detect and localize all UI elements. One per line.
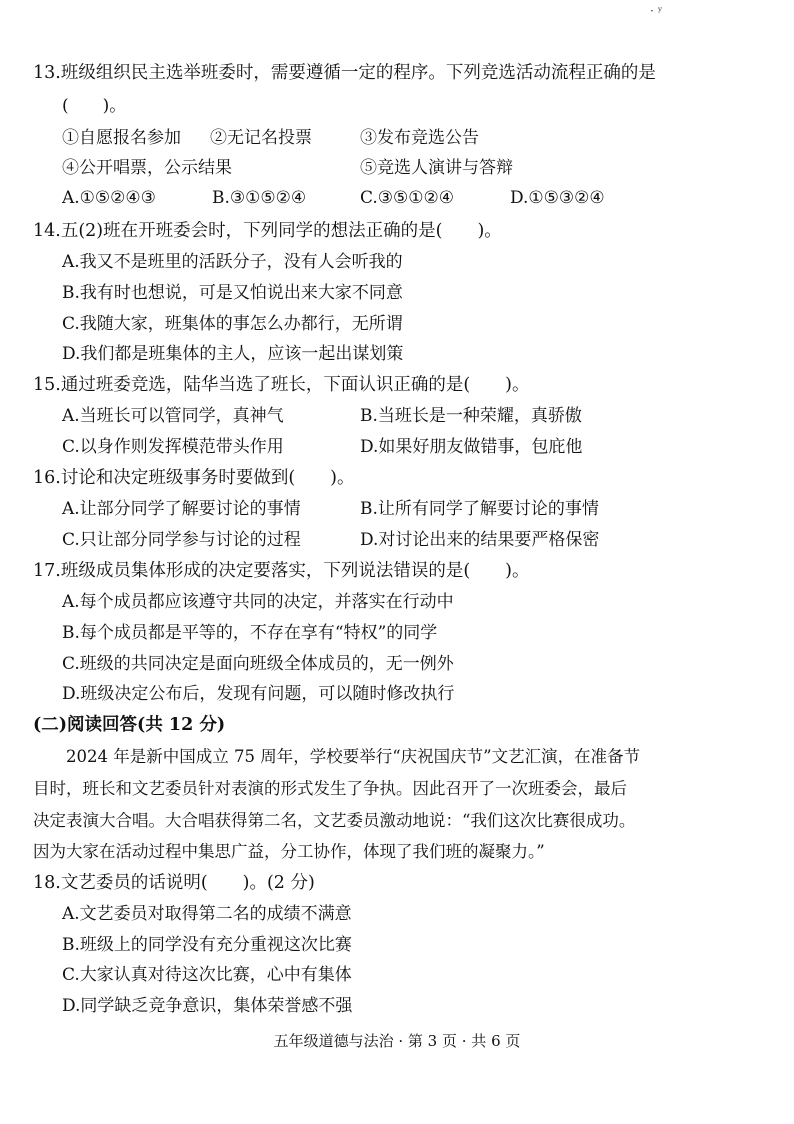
q14-option-d: D.我们都是班集体的主人，应该一起出谋划策: [62, 344, 404, 364]
q14-stem: 14.五(2)班在开班委会时，下列同学的想法正确的是( )。: [33, 221, 502, 241]
q15-stem: 15.通过班委竞选，陆华当选了班长，下面认识正确的是( )。: [33, 375, 530, 395]
q13-option-a: A.①⑤②④③: [62, 188, 156, 208]
page-footer: 五年级道德与法治 · 第 3 页 · 共 6 页: [273, 1032, 521, 1050]
section-heading: (二)阅读回答(共 12 分): [33, 715, 226, 735]
q14-option-c: C.我随大家，班集体的事怎么办都行，无所谓: [62, 314, 403, 334]
q13-option-c: C.③⑤①②④: [360, 188, 455, 208]
q15-option-b: B.当班长是一种荣耀，真骄傲: [360, 406, 582, 426]
q16-option-a: A.让部分同学了解要讨论的事情: [62, 499, 301, 519]
q13-stem: 13.班级组织民主选举班委时，需要遵循一定的程序。下列竞选活动流程正确的是: [33, 63, 656, 83]
q14-option-a: A.我又不是班里的活跃分子，没有人会听我的: [62, 252, 403, 272]
q13-option-b: B.③①⑤②④: [212, 188, 307, 208]
q13-step-3: ③发布竞选公告: [360, 128, 479, 148]
passage-line-3: 决定表演大合唱。大合唱获得第二名，文艺委员激动地说：“我们这次比赛很成功。: [33, 811, 636, 830]
q15-option-d: D.如果好朋友做错事，包庇他: [360, 437, 583, 457]
q13-step-5: ⑤竞选人演讲与答辩: [360, 158, 513, 178]
q13-blank: ( )。: [62, 96, 127, 116]
q17-option-d: D.班级决定公布后，发现有问题，可以随时修改执行: [62, 684, 455, 704]
q15-option-c: C.以身作则发挥模范带头作用: [62, 437, 284, 457]
q17-option-c: C.班级的共同决定是面向班级全体成员的，无一例外: [62, 654, 454, 674]
q16-stem: 16.讨论和决定班级事务时要做到( )。: [33, 468, 355, 488]
q18-option-c: C.大家认真对待这次比赛，心中有集体: [62, 965, 352, 985]
q13-step-2: ②无记名投票: [210, 128, 312, 148]
q18-option-a: A.文艺委员对取得第二名的成绩不满意: [62, 904, 352, 924]
q16-option-b: B.让所有同学了解要讨论的事情: [360, 499, 599, 519]
q13-option-d: D.①⑤③②④: [510, 188, 605, 208]
q17-option-a: A.每个成员都应该遵守共同的决定，并落实在行动中: [62, 592, 454, 612]
corner-mark: · ʸ: [650, 4, 663, 18]
passage-line-4: 因为大家在活动过程中集思广益，分工协作，体现了我们班的凝聚力。”: [33, 842, 545, 861]
q13-step-4: ④公开唱票，公示结果: [62, 158, 232, 178]
q14-option-b: B.我有时也想说，可是又怕说出来大家不同意: [62, 283, 403, 303]
passage-line-1: 2024 年是新中国成立 75 周年，学校要举行“庆祝国庆节”文艺汇演，在准备节: [33, 747, 641, 766]
q15-option-a: A.当班长可以管同学，真神气: [62, 406, 284, 426]
q13-step-1: ①自愿报名参加: [62, 128, 181, 148]
q16-option-c: C.只让部分同学参与讨论的过程: [62, 530, 301, 550]
q18-option-d: D.同学缺乏竞争意识，集体荣誉感不强: [62, 996, 353, 1016]
q17-option-b: B.每个成员都是平等的，不存在享有“特权”的同学: [62, 623, 438, 643]
passage-line-2: 目时，班长和文艺委员针对表演的形式发生了争执。因此召开了一次班委会，最后: [33, 779, 627, 798]
q16-option-d: D.对讨论出来的结果要严格保密: [360, 530, 600, 550]
q17-stem: 17.班级成员集体形成的决定要落实，下列说法错误的是( )。: [33, 561, 530, 581]
q18-option-b: B.班级上的同学没有充分重视这次比赛: [62, 935, 352, 955]
q18-stem: 18.文艺委员的话说明( )。(2 分): [33, 873, 315, 893]
